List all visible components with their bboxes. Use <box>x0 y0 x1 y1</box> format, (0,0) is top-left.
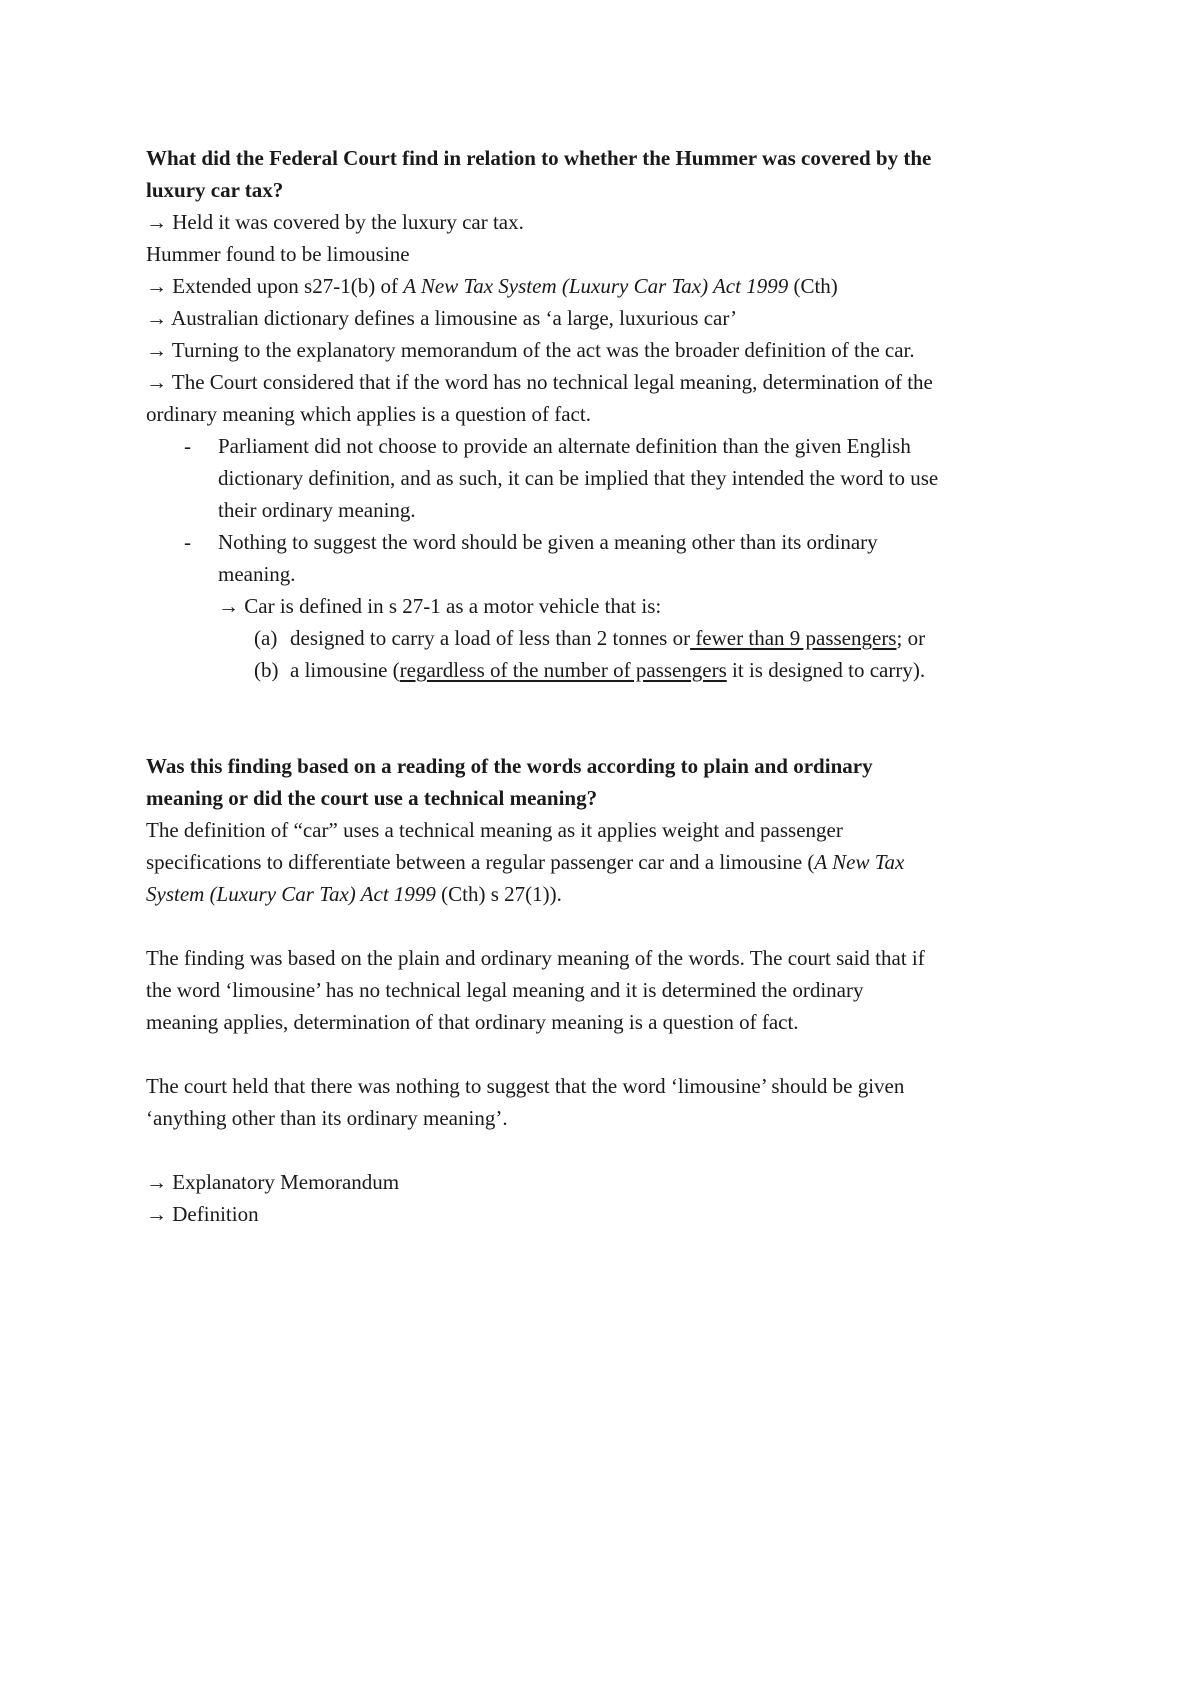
act-title-italic-part-1: A New Tax <box>814 850 905 874</box>
act-title-italic-part-2: System (Luxury Car Tax) Act 1999 <box>146 882 436 906</box>
question-2-heading-line-1: Was this finding based on a reading of the words according to plain and ordinary <box>146 754 873 778</box>
item-a-tail: ; or <box>896 626 926 650</box>
court-held-line-2: ‘anything other than its ordinary meaning’. <box>146 1106 508 1130</box>
car-defined-line: → Car is defined in s 27-1 as a motor vehicle that is: <box>218 594 662 618</box>
court-held-line-1: The court held that there was nothing to suggest that the word ‘limousine’ should be given <box>146 1074 905 1098</box>
item-a-underlined: fewer than 9 passengers <box>690 626 897 650</box>
item-a-text: designed to carry a load of less than 2 tonnes or <box>290 626 691 650</box>
extended-upon-text: → Extended upon s27-1(b) of <box>146 274 404 298</box>
finding-based-line-1: The finding was based on the plain and ordinary meaning of the words. The court said that if <box>146 946 925 970</box>
extended-upon-line <box>146 270 1076 302</box>
question-1-heading-line-2: luxury car tax? <box>146 178 284 202</box>
dictionary-definition-line: → Australian dictionary defines a limousine as ‘a large, luxurious car’ <box>146 306 738 330</box>
section-ref-text: (Cth) s 27(1)). <box>435 882 562 906</box>
definition-item-a <box>146 622 1076 654</box>
bullet-parliament-line-1: Parliament did not choose to provide an alternate definition than the given English <box>218 434 911 458</box>
item-b-underlined: regardless of the number of passengers <box>399 658 727 682</box>
held-covered-line: → Held it was covered by the luxury car tax. <box>146 210 524 234</box>
item-a-label: (a) <box>254 626 278 650</box>
definition-car-text: specifications to differentiate between a regular passenger car and a limousine ( <box>146 850 815 874</box>
act-title-italic: A New Tax System (Luxury Car Tax) Act 1999 <box>403 274 789 298</box>
paragraph-spacer <box>146 1134 1076 1166</box>
document-page <box>146 142 1076 1230</box>
hummer-limousine-line: Hummer found to be limousine <box>146 242 410 266</box>
cth-text: (Cth) <box>788 274 838 298</box>
section-spacer <box>146 686 1076 750</box>
bullet-nothing-line-1: Nothing to suggest the word should be given a meaning other than its ordinary <box>218 530 878 554</box>
definition-car-line-3 <box>146 878 1076 910</box>
bullet-dash: - <box>184 434 191 458</box>
item-b-tail: it is designed to carry). <box>726 658 926 682</box>
bullet-dash: - <box>184 530 191 554</box>
definition-note: → Definition <box>146 1202 259 1226</box>
question-2-heading-line-2: meaning or did the court use a technical meaning? <box>146 786 598 810</box>
bullet-parliament-line-3: their ordinary meaning. <box>218 498 416 522</box>
explanatory-memorandum-note: → Explanatory Memorandum <box>146 1170 400 1194</box>
paragraph-spacer <box>146 1038 1076 1070</box>
definition-item-b <box>146 654 1076 686</box>
bullet-nothing-to-suggest <box>146 526 1076 590</box>
explanatory-memorandum-line: → Turning to the explanatory memorandum of the act was the broader definition of the car. <box>146 338 915 362</box>
bullet-parliament-line-2: dictionary definition, and as such, it can be implied that they intended the word to use <box>218 466 939 490</box>
finding-based-line-2: the word ‘limousine’ has no technical legal meaning and it is determined the ordinary <box>146 978 864 1002</box>
court-considered-line-1: → The Court considered that if the word has no technical legal meaning, determination of the <box>146 370 933 394</box>
bullet-parliament <box>146 430 1076 526</box>
definition-car-line-2 <box>146 846 1076 878</box>
court-considered-line-2: ordinary meaning which applies is a question of fact. <box>146 402 591 426</box>
bullet-nothing-line-2: meaning. <box>218 562 296 586</box>
item-b-text: a limousine ( <box>290 658 400 682</box>
item-b-label: (b) <box>254 658 279 682</box>
question-1-heading-line-1: What did the Federal Court find in relation to whether the Hummer was covered by the <box>146 146 932 170</box>
paragraph-spacer <box>146 910 1076 942</box>
finding-based-line-3: meaning applies, determination of that ordinary meaning is a question of fact. <box>146 1010 799 1034</box>
definition-car-line-1: The definition of “car” uses a technical meaning as it applies weight and passenger <box>146 818 843 842</box>
